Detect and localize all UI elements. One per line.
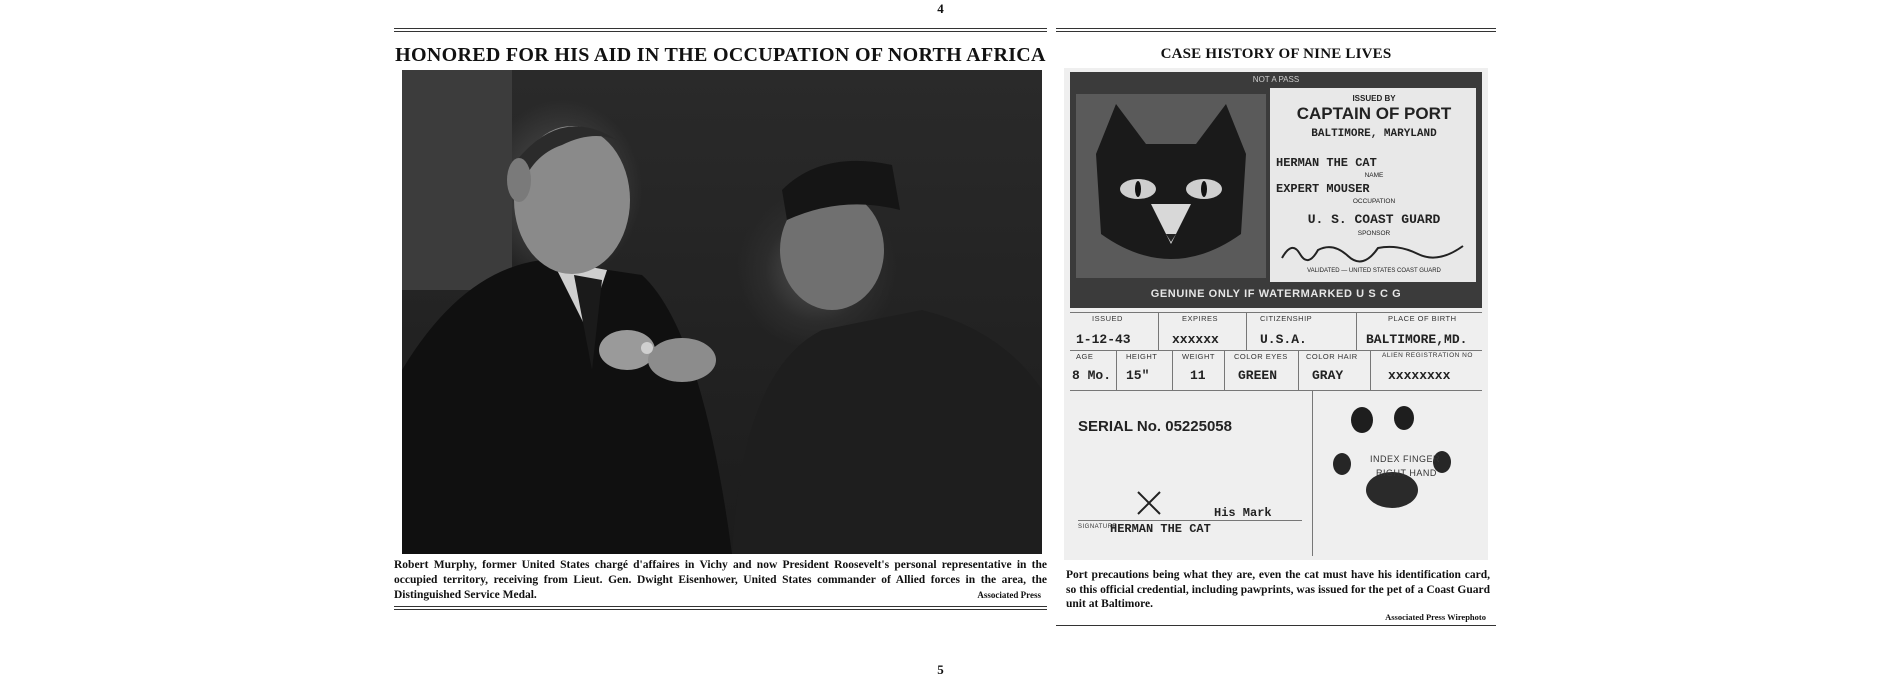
top-rule-inner: [1056, 31, 1496, 32]
left-headline: HONORED FOR HIS AID IN THE OCCUPATION OF NORTH AFRICA: [395, 44, 1046, 66]
sponsor-label: SPONSOR: [1357, 230, 1391, 237]
row2-bottom-line: [1070, 390, 1482, 391]
age-label: AGE: [1076, 352, 1094, 361]
birthplace-label: PLACE OF BIRTH: [1388, 314, 1457, 323]
top-rule-inner: [394, 31, 1047, 32]
divider: [1224, 350, 1225, 390]
issued-by-label: ISSUED BY: [1352, 94, 1396, 103]
page-number-bottom: 5: [937, 662, 944, 677]
issuer: CAPTAIN OF PORT: [1296, 104, 1452, 123]
divider: [1246, 312, 1247, 350]
left-credit: Associated Press: [977, 590, 1041, 600]
signature-label: SIGNATURE: [1078, 524, 1118, 530]
issuer-location: BALTIMORE, MARYLAND: [1311, 128, 1437, 140]
alien-reg-value: xxxxxxxx: [1388, 368, 1451, 383]
left-clipping: [394, 28, 1047, 614]
eyes-label: COLOR EYES: [1234, 352, 1288, 361]
validation-signature: [1278, 238, 1468, 266]
occupation: EXPERT MOUSER: [1276, 182, 1370, 196]
left-caption: Robert Murphy, former United States chargé d'affaires in Vichy and now President Roosevelt's personal representative in the occupied territory, receiving from Lieut. Gen. Dwight Eisenhower, United States commander of Allied forces in the area, the Distinguished Service Medal.: [394, 559, 1047, 601]
signature-name: HERMAN THE CAT: [1110, 522, 1211, 536]
divider: [1116, 350, 1117, 390]
right-caption: Port precautions being what they are, even the cat must have his identification card, so this official credential, including pawprints, was issued for the pet of a Coast Guard unit at Baltimore.: [1066, 569, 1490, 610]
index-finger-label: INDEX FINGER: [1370, 454, 1441, 464]
right-hand-label: RIGHT HAND: [1376, 468, 1437, 478]
name-label: NAME: [1364, 172, 1384, 179]
citizenship-label: CITIZENSHIP: [1260, 314, 1313, 323]
divider: [1172, 350, 1173, 390]
occupation-label: OCCUPATION: [1352, 198, 1396, 205]
height-label: HEIGHT: [1126, 352, 1158, 361]
divider: [1298, 350, 1299, 390]
citizenship-value: U.S.A.: [1260, 332, 1307, 347]
row2-top-line: [1070, 350, 1482, 351]
card-top-section: [1070, 72, 1482, 308]
age-value: 8 Mo.: [1072, 368, 1112, 383]
row1-top-line: [1070, 312, 1482, 313]
divider: [1158, 312, 1159, 350]
cat-photo: [1076, 94, 1266, 278]
bottom-rule: [1056, 625, 1496, 626]
eyes-value: GREEN: [1238, 368, 1278, 383]
x-mark-icon: [1134, 488, 1164, 518]
watermark-banner: GENUINE ONLY IF WATERMARKED U S C G: [1076, 286, 1476, 302]
hair-label: COLOR HAIR: [1306, 352, 1358, 361]
issuer-panel: [1270, 88, 1476, 282]
right-clipping: [1056, 28, 1496, 632]
cat-face-drawing: [1076, 94, 1266, 278]
page-number-top: 4: [937, 1, 944, 16]
expires-value: xxxxxx: [1172, 332, 1219, 347]
validated-label: VALIDATED — UNITED STATES COAST GUARD: [1307, 268, 1441, 274]
hair-value: GRAY: [1312, 368, 1344, 383]
weight-label: WEIGHT: [1182, 352, 1215, 361]
cat-id-card: [1064, 68, 1488, 560]
signature-line: [1078, 520, 1302, 521]
ceremony-photo: [402, 70, 1042, 554]
birthplace-value: BALTIMORE,MD.: [1366, 332, 1468, 347]
card-top-banner: NOT A PASS: [1252, 75, 1300, 84]
issued-value: 1-12-43: [1076, 332, 1131, 347]
divider: [1356, 312, 1357, 350]
serial-number: SERIAL No. 05225058: [1078, 418, 1232, 435]
divider: [1370, 350, 1371, 390]
his-mark-label: His Mark: [1214, 506, 1272, 520]
divider: [1312, 390, 1313, 556]
top-rule: [394, 28, 1047, 29]
height-value: 15": [1126, 368, 1150, 383]
top-rule: [1056, 28, 1496, 29]
alien-reg-label: ALIEN REGISTRATION NO: [1382, 352, 1473, 359]
bottom-rule-inner: [394, 609, 1047, 610]
expires-label: EXPIRES: [1182, 314, 1219, 323]
weight-value: 11: [1190, 368, 1206, 383]
ceremony-photo-drawing: [402, 70, 1042, 554]
bottom-rule: [394, 606, 1047, 607]
right-headline: CASE HISTORY OF NINE LIVES: [1160, 46, 1392, 62]
sponsor: U. S. COAST GUARD: [1307, 212, 1441, 227]
right-credit: Associated Press Wirephoto: [1385, 612, 1486, 622]
cat-name: HERMAN THE CAT: [1276, 156, 1377, 170]
issued-label: ISSUED: [1092, 314, 1123, 323]
